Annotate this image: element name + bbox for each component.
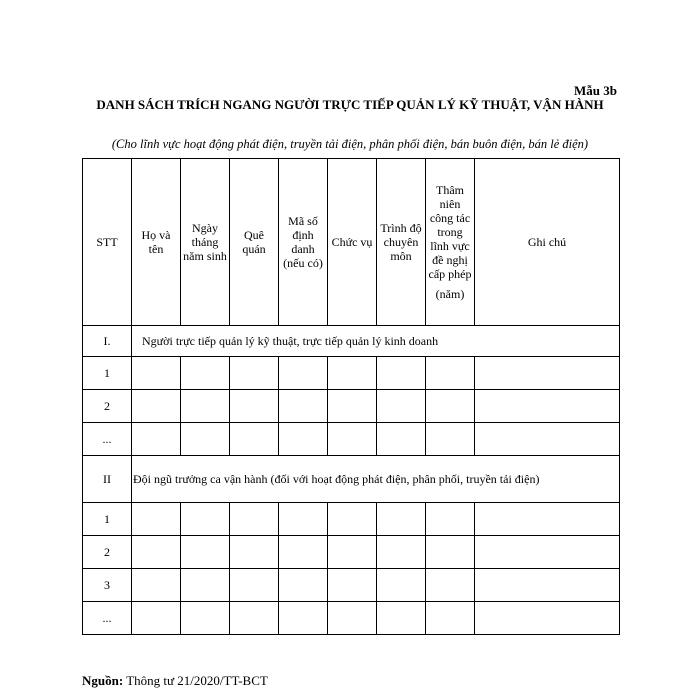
table-cell <box>426 602 475 635</box>
table-cell <box>426 357 475 390</box>
row-number: ... <box>83 602 132 635</box>
table-row <box>83 503 620 536</box>
table-cell <box>181 503 230 536</box>
section-row-2 <box>83 456 620 503</box>
header-tenure <box>426 159 475 326</box>
table-cell <box>279 357 328 390</box>
table-cell <box>328 357 377 390</box>
table-cell <box>377 536 426 569</box>
table-cell <box>328 390 377 423</box>
table-cell <box>132 536 181 569</box>
table-cell <box>475 390 620 423</box>
source-label: Nguồn: <box>82 673 124 688</box>
row-number: 2 <box>83 390 132 423</box>
table-row <box>83 569 620 602</box>
table-cell <box>475 602 620 635</box>
table-cell <box>279 536 328 569</box>
section-number: I. <box>83 326 132 357</box>
table-cell <box>132 357 181 390</box>
table-cell <box>426 503 475 536</box>
table-cell <box>475 569 620 602</box>
row-number: 1 <box>83 357 132 390</box>
header-tenure-unit: (năm) <box>435 287 465 301</box>
table-cell <box>279 569 328 602</box>
table-cell <box>230 503 279 536</box>
document-title: DANH SÁCH TRÍCH NGANG NGƯỜI TRỰC TIẾP QUẢN LÝ KỸ THUẬT, VẬN HÀNH <box>96 97 604 112</box>
form-code: Mẫu 3b <box>574 83 617 98</box>
table-cell <box>426 423 475 456</box>
section-label: Người trực tiếp quản lý kỹ thuật, trực tiếp quản lý kinh doanh <box>132 326 620 357</box>
row-number: 3 <box>83 569 132 602</box>
table-cell <box>279 390 328 423</box>
row-number: 2 <box>83 536 132 569</box>
table-cell <box>377 503 426 536</box>
table-cell <box>230 569 279 602</box>
table-cell <box>328 423 377 456</box>
source-line <box>82 673 268 689</box>
table-cell <box>475 503 620 536</box>
table-cell <box>181 536 230 569</box>
header-stt: STT <box>83 159 132 326</box>
table-row <box>83 536 620 569</box>
table-cell <box>132 569 181 602</box>
table-cell <box>181 357 230 390</box>
table-row <box>83 390 620 423</box>
table-cell <box>279 423 328 456</box>
header-full-name: Họ và tên <box>132 159 181 326</box>
table-cell <box>377 357 426 390</box>
header-id-number: Mã số định danh (nếu có) <box>279 159 328 326</box>
table-cell <box>132 602 181 635</box>
table-cell <box>181 390 230 423</box>
section-row-1 <box>83 326 620 357</box>
table-cell <box>328 503 377 536</box>
table-row <box>83 423 620 456</box>
table-cell <box>230 390 279 423</box>
table-cell <box>377 602 426 635</box>
document-subtitle: (Cho lĩnh vực hoạt động phát điện, truyền tải điện, phân phối điện, bán buôn điện, bán lẻ điện) <box>111 137 589 151</box>
table-cell <box>132 390 181 423</box>
header-position: Chức vụ <box>328 159 377 326</box>
table-cell <box>475 357 620 390</box>
header-notes: Ghi chú <box>475 159 620 326</box>
section-number: II <box>83 456 132 503</box>
source-value: Thông tư 21/2020/TT-BCT <box>126 673 268 688</box>
table-cell <box>426 569 475 602</box>
section-label: Đội ngũ trưởng ca vận hành (đối với hoạt động phát điện, phân phối, truyền tải điện) <box>132 456 620 503</box>
table-cell <box>279 503 328 536</box>
table-cell <box>279 602 328 635</box>
table-cell <box>230 357 279 390</box>
table-cell <box>475 536 620 569</box>
row-number: ... <box>83 423 132 456</box>
header-tenure-label: Thâm niên công tác trong lĩnh vực đề nghị cấp phép <box>428 183 472 281</box>
table-header-row <box>83 159 620 326</box>
table-row <box>83 357 620 390</box>
table-cell <box>181 423 230 456</box>
table-cell <box>132 503 181 536</box>
table-cell <box>328 569 377 602</box>
table-cell <box>230 536 279 569</box>
table-cell <box>426 390 475 423</box>
row-number: 1 <box>83 503 132 536</box>
table-cell <box>132 423 181 456</box>
table-cell <box>181 569 230 602</box>
table-cell <box>377 423 426 456</box>
table-cell <box>181 602 230 635</box>
table-cell <box>426 536 475 569</box>
table-cell <box>377 569 426 602</box>
personnel-table <box>82 158 620 635</box>
table-cell <box>230 602 279 635</box>
table-row <box>83 602 620 635</box>
table-cell <box>377 390 426 423</box>
table-cell <box>475 423 620 456</box>
header-hometown: Quê quán <box>230 159 279 326</box>
header-qualification: Trình độ chuyên môn <box>377 159 426 326</box>
table-cell <box>328 602 377 635</box>
header-date-of-birth: Ngày tháng năm sinh <box>181 159 230 326</box>
table-cell <box>230 423 279 456</box>
table-cell <box>328 536 377 569</box>
